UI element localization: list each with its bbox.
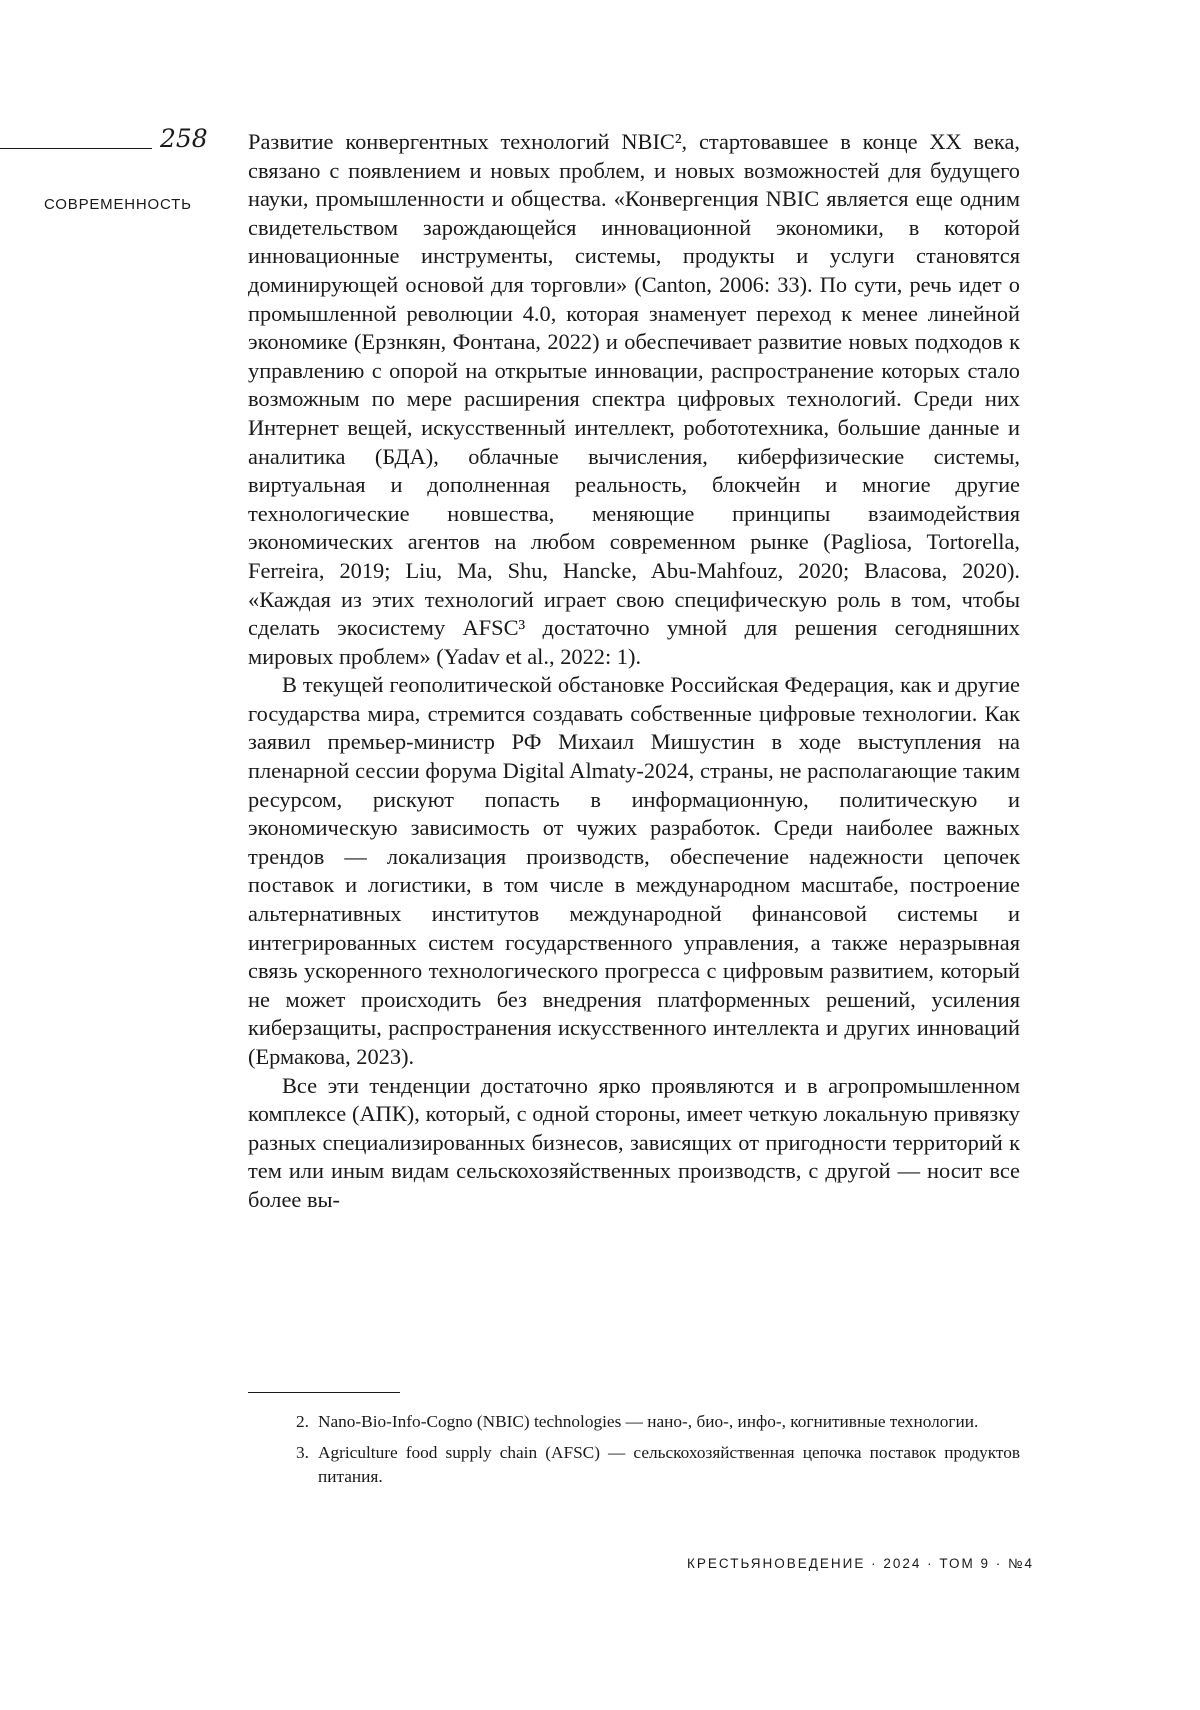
footnote-rule (248, 1392, 400, 1393)
footnote-3 (296, 1441, 1020, 1490)
footnote-number: 2. (296, 1410, 309, 1435)
footnote-number: 3. (296, 1441, 309, 1466)
paragraph-3: Все эти тенденции достаточно ярко проявляются и в агропромышленном комплексе (АПК), который, с одной стороны, имеет четкую локальную привязку разных специализированных бизнесов, зависящих от пригодности территорий к тем или иным видам сельскохозяйственных производств, с другой — носит все более вы- (248, 1072, 1020, 1215)
footnote-2 (296, 1410, 1020, 1435)
paragraph-2: В текущей геополитической обстановке Российская Федерация, как и другие государства мира, стремится создавать собственные цифровые технологии. Как заявил премьер-министр РФ Михаил Мишустин в ходе выступления на пленарной сессии форума Digital Almaty-2024, страны, не располагающие таким ресурсом, рискуют попасть в информационную, политическую и экономическую зависимость от чужих разработок. Среди наиболее важных трендов — локализация производств, обеспечение надежности цепочек поставок и логистики, в том числе в международном масштабе, построение альтернативных институтов международной финансовой системы и интегрированных систем государственного управления, а также неразрывная связь ускоренного технологического прогресса с цифровым развитием, который не может происходить без внедрения платформенных решений, усиления киберзащиты, распространения искусственного интеллекта и других инноваций (Ермакова, 2023). (248, 671, 1020, 1071)
article-body (248, 128, 1020, 1215)
section-label: СОВРЕМЕННОСТЬ (44, 196, 192, 214)
paragraph-1: Развитие конвергентных технологий NBIC², стартовавшее в конце XX века, связано с появлением и новых проблем, и новых возможностей для будущего науки, промышленности и общества. «Конвергенция NBIC является еще одним свидетельством зарождающейся инновационной экономики, в которой инновационные инструменты, системы, продукты и услуги становятся доминирующей основой для торговли» (Canton, 2006: 33). По сути, речь идет о промышленной революции 4.0, которая знаменует переход к менее линейной экономике (Ерзнкян, Фонтана, 2022) и обеспечивает развитие новых подходов к управлению с опорой на открытые инновации, распространение которых стало возможным по мере расширения спектра цифровых технологий. Среди них Интернет вещей, искусственный интеллект, робототехника, большие данные и аналитика (БДА), облачные вычисления, киберфизические системы, виртуальная и дополненная реальность, блокчейн и многие другие технологические новшества, меняющие принципы взаимодействия экономических агентов на любом современном рынке (Pagliosa, Tortorella, Ferreira, 2019; Liu, Ma, Shu, Hancke, Abu-Mahfouz, 2020; Власова, 2020). «Каждая из этих технологий играет свою специфическую роль в том, чтобы сделать экосистему AFSC³ достаточно умной для решения сегодняшних мировых проблем» (Yadav et al., 2022: 1). (248, 128, 1020, 671)
footnotes (296, 1410, 1020, 1496)
footnote-text: Nano-Bio-Info-Cogno (NBIC) technologies — нано-, био-, инфо-, когнитивные технологии. (318, 1412, 978, 1431)
footnote-text: Agriculture food supply chain (AFSC) — сельскохозяйственная цепочка поставок продуктов питания. (318, 1443, 1020, 1487)
page-number: 258 (160, 124, 208, 154)
journal-footer: КРЕСТЬЯНОВЕДЕНИЕ · 2024 · ТОМ 9 · №4 (687, 1556, 1034, 1572)
header-rule (0, 148, 152, 149)
